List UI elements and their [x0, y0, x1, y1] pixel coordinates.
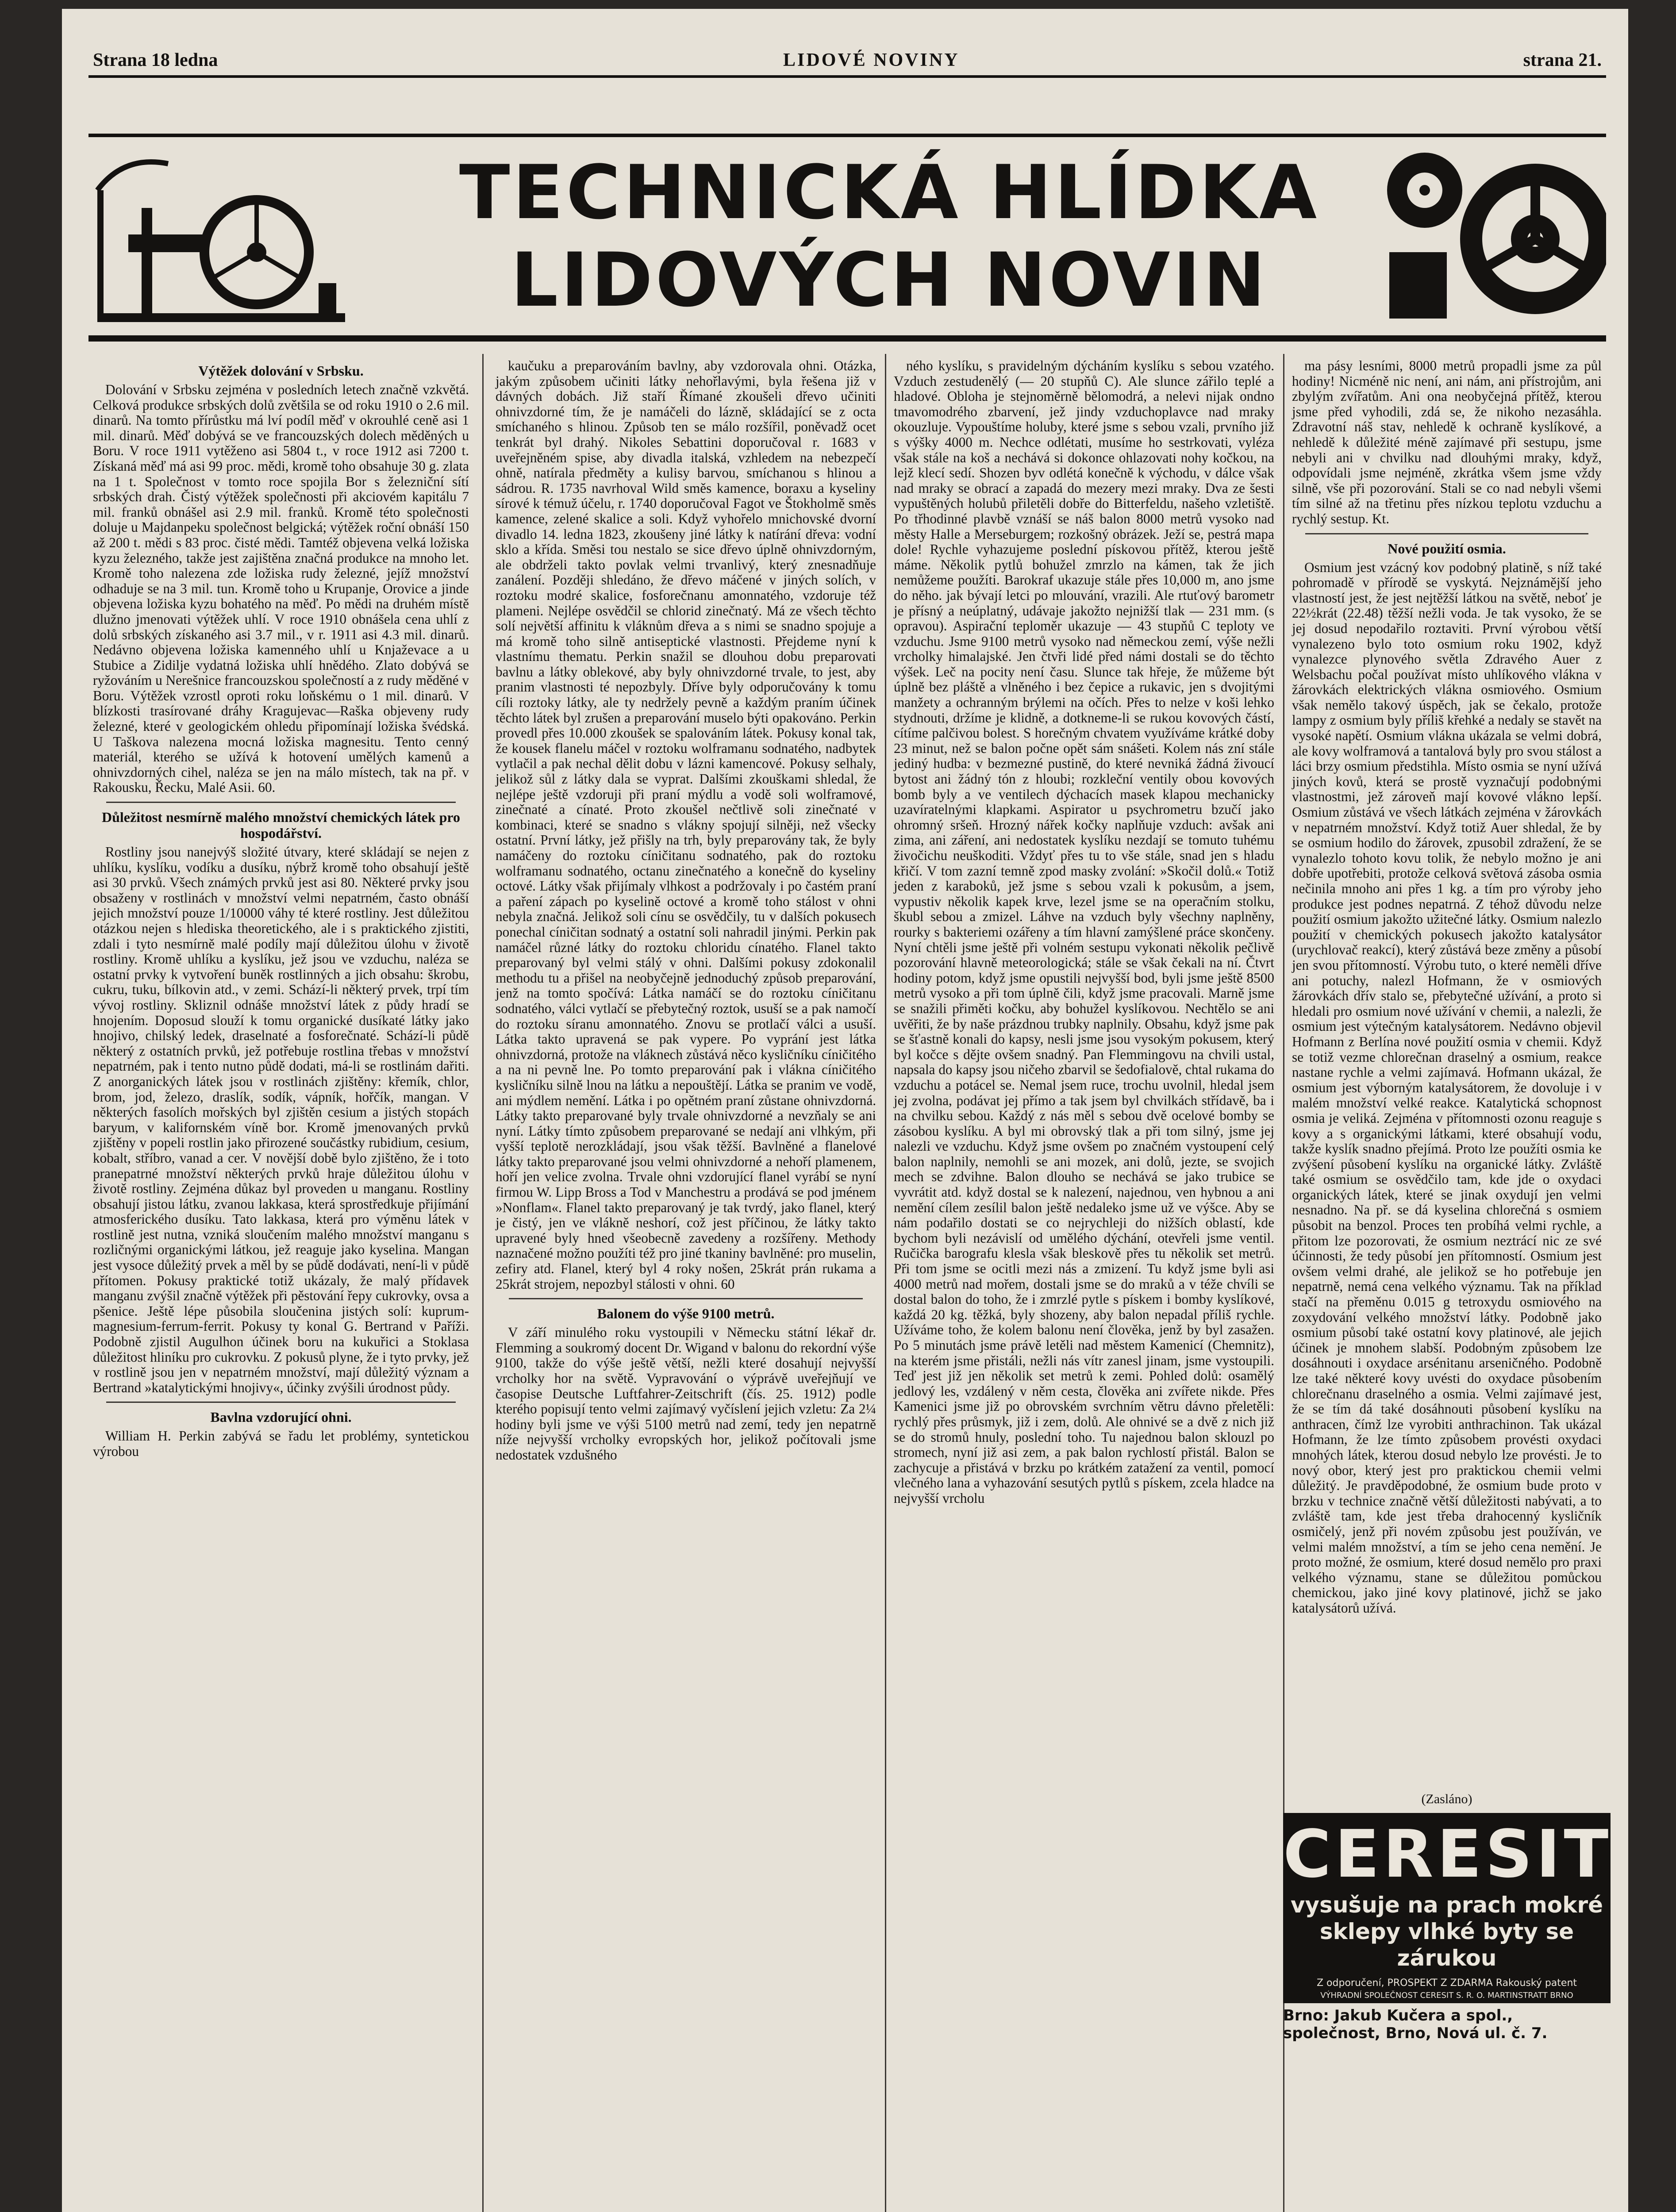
column-rule — [482, 354, 484, 2212]
banner-title-line1: TECHNICKÁ HLÍDKA — [459, 149, 1320, 236]
article-paragraph: William H. Perkin zabývá se řadu let problémy, syntetickou výrobou — [93, 1428, 469, 1459]
article-separator — [509, 1298, 863, 1299]
article-separator — [1305, 533, 1588, 534]
article-heading: Balonem do výše 9100 metrů. — [597, 1306, 775, 1322]
running-head-page: strana 21. — [1523, 50, 1602, 70]
ad-brand: CERESIT — [1283, 1816, 1612, 1892]
article-separator — [106, 802, 456, 803]
running-head-title: LIDOVÉ NOVINY — [783, 50, 960, 70]
header-rule — [88, 75, 1606, 78]
ad-footer: Brno: Jakub Kučera a spol., společnost, Brno, Nová ul. č. 7. — [1283, 2007, 1548, 2042]
article-paragraph: Dolování v Srbsku zejména v posledních letech značně vzkvětá. Celková produkce srbských dolů zvětšila se od roku 1910 o 2.6 mil. dinarů. Na tomto přírůstku má lví podíl měď v okrouhlé ceně asi 1 mil. dinarů. Měď dobývá se ve francouzských dolech měděných u Boru. V roce 1911 vytěženo asi 5804 t., v roce 1912 asi 7200 t. Získaná měď má asi 99 proc. mědi, kromě toho obsahuje 30 g. zlata na 1 t. Společnost v tomto roce spojila Bor s železniční sítí srbských drah. Čistý výtěžek společnosti při akciovém kapitálu 7 mil. franků obnášel asi 2.9 mil. franků. Kromě této společnosti doluje u Majdanpeku společnost belgická; výtěžek roční obnáší 150 až 200 t. mědi s 83 proc. čisté mědi. Tamtéž objevena velká ložiska kyzu železného, takže jest zajištěna značná produkce na mnoho let. Kromě toho nalezena zde ložiska rudy železné, jejíž množství odhaduje se na 3 mil. tun. Kromě toho u Krupanje, Orovice a jinde objevena ložiska kyzu bohatého na měď. Po mědi na druhém místě dlužno jmenovati výtěžek uhlí. V roce 1910 obnášela cena uhlí z dolů srbských získaného asi 3.7 mil., v r. 1911 asi 4.3 mil. dinarů. Nedávno objevena ložiska kamenného uhlí u Knjaževace a u Stubice a Zidilje vydatná ložiska uhlí hnědého. Zlato dobývá se ryžováním u Nerešnice francouzskou společností a z rudy měděné v Boru. Výtěžek vzrostl oproti roku loňskému o 1 mil. dinarů. V blízkosti trasírované dráhy Kragujevac—Raška objeveny rudy železné, které v geologickém ohledu připomínají ložiska švédská. U Taškova nalezena mocná ložiska magnesitu. Tento cenný materiál, kterého se užívá k hotovení umělých kamenů a ohnivzdorných cihel, naléza se jen na málo místech, tak na př. v Rakousku, Řecku, Malé Asii. 60. — [93, 382, 469, 795]
ad-small-print: Z odporučení, PROSPEKT Z ZDARMA Rakouský patent — [1316, 1978, 1577, 1989]
ad-notice: (Zasláno) — [1421, 1792, 1472, 1806]
article-paragraph: Osmium jest vzácný kov podobný platině, s níž také pohromadě v přírodě se vyskytá. Nejznámější jeho vlastností jest, že jest nejtěžší látkou na světě, neboť je 22½krát (22.48) těžší nežli voda. Je tak vysoko, že se jej dosud nepodařilo roztaviti. První výrobou větší vynalezeno bylo toto osmium roku 1902, když vynalezce plynového světla Zdravého Auer z Welsbachu počal používat místo uhlíkového vlákna v žárovkách elektrických vlákna osmiového. Osmium však nemělo takový úspěch, jak se čekalo, protože lampy z osmium byly příliš křehké a nedaly se stavět na vysoké napětí. Osmium vlákna ukázala se velmi dobrá, ale kovy wolframová a tantalová byly pro svou stálost a láci brzy osmium předstihla. Místo osmia se nyní užívá jiných kovů, která se prostě vyznačují podobnými vlastnostmi, jež zároveň mají kovové vlákno lepší. Osmium zůstává ve všech látkách zejména v žárovkách v nepatrném množství. Když totiž Auer shledal, že by se osmium hodilo do žárovek, zpusobil zdražení, že se vynalezlo tohoto kovu tolik, že nebylo možno je ani dobře upotřebiti, protože celková světová zásoba osmia nečinila mnoho ani přes 1 kg. a tím pro výroby jeho produkce jest podnes nepatrná. Z téhož důvodu nelze použití osmium jakožto užitečné látky. Osmium nalezlo použití v chemických pokusech jakožto katalysátor (urychlovač reakcí), který zůstává beze změny a působí jen svou přítomností. Výrobu tuto, o které neměli dříve ani potuchy, nalezl Hofmann, že v osmiových žárovkách dřív stalo se, přebytečné užívání, a proto si hledali pro osmium nové užívání v chemii, a nalezli, že osmium jest výtečným katalysátorem. Nedávno objevil Hofmann z Berlína nové použití osmia v chemii. Když se totiž vezme chlorečnan draselný a osmium, reakce nastane rychle a velmi zajímavá. Hofmann ukázal, že osmium jest výborným katalysátorem, že dovoluje i v malém množství velké reakce. Katalytická schopnost osmia je veliká. Zejména v přítomnosti ozonu reaguje s kovy a s organickými látkami, které obsahují vodu, takže kyslík snadno přejímá. Proto lze použíti osmia ke zvýšení působení kyslíku na organické látky. Zvláště také osmium se osvědčilo tam, kde jde o oxydaci organických látek, které se jinak oxydují jen velmi nesnadno. Na př. se dá kyselina chlorečná s osmiem působit na benzol. Proces ten probíhá velmi rychle, a přitom lze pozorovati, že osmium neztrácí nic ze své účinnosti, že tedy působí jen přítomností. Osmium jest ovšem velmi drahé, ale jelikož se ho potřebuje jen nepatrně, nemá cena velkého významu. Tak na příklad stačí na přeměnu 0.015 g tetroxydu osmiového na zoxydování velkého množství látky. Podobně jako osmium působí také ostatní kovy platinové, ale jejich účinek je mnohem slabší. Podobným způsobem lze dosáhnouti i oxydace arsénitanu arseničného. Podobně lze také některé kovy uvésti do oxydace působením chlorečnanu draselného a osmia. Velmi zajímavé jest, že se tím dá také dosáhnouti působení kyslíku na anthracen, čímž lze vyrobiti anthrachinon. Tak ukázal Hofmann, že lze tímto způsobem provésti oxydaci mnohých látek, kterou dosud nebylo lze provésti. Je to nový obor, který jest pro praktickou chemii velmi důležitý. Je pravděpodobné, že osmium bude proto v brzku v technice značně větší důležitosti nabývati, a to zvláště tam, kde jest třeba drahocenný kysličník osmičelý, jenž při novém způsobu jest používán, ve velmi malém množství, a tím se jeho cena nemění. Je proto možné, že osmium, které dosud nemělo pro praxi velkého významu, stane se důležitou pomůckou chemickou, jako jiné kovy platinové, jichž se jako katalysátorů užívá. — [1292, 559, 1602, 1616]
article-heading: Výtěžek dolování v Srbsku. — [198, 363, 364, 379]
column-3 — [894, 358, 1274, 2212]
banner-title-line2: LIDOVÝCH NOVIN — [511, 237, 1268, 323]
ad-slogan-line2: sklepy vlhké byty se zárukou — [1319, 1919, 1574, 1971]
running-head-date: Strana 18 ledna — [93, 50, 218, 70]
article-paragraph: kaučuku a preparováním bavlny, aby vzdorovala ohni. Otázka, jakým způsobem učiniti látky nehořlavými, byla řešena již v dávných dobách. Již staří Římané zkoušeli dřevo učiniti ohnivzdorné tím, že je namáčeli do lázně, skládající se z octa smíchaného s hlinou. Způsob ten se málo rozšířil, poněvadž ocet tenkrát byl drahý. Nikoles Sebattini doporučoval r. 1683 v uveřejněném spise, aby divadla italská, vzhledem na nebezpečí ohně, natírala předměty a kulisy barvou, smíchanou s hlinou a sádrou. R. 1735 navrhoval Wild směs kamence, boraxu a kyseliny sírové k témuž účelu, r. 1740 doporučoval Fagot ve Štokholmě směs kamence, zelené skalice a soli. Když vyhořelo mnichovské dvorní divadlo 14. ledna 1823, zkoušeny jiné látky k natírání dřeva: vodní sklo a křída. Směsi tou nestalo se sice dřevo úplně ohnivzdorným, ale obdrželi takto povlak velmi trvanlivý, který znesnadňuje zanálení. Později shledáno, že dřevo máčené v jiných solích, v roztoku modré skalice, fosforečnanu amonnatého, vzdoruje též plameni. Nejlépe osvědčil se chlorid zinečnatý. Má ze všech těchto solí největší affinitu k vláknům dřeva a s nimi se snadno spojuje a má kromě toho silně antiseptické vlastnosti. Přejdeme nyní k vlastnímu thematu. Perkin snažil se dlouhou dobu preparovati bavlnu a látky oblekové, aby byly ohnivzdorné trvale, to jest, aby pranim vlastnosti té nepozbyly. Dříve byly odporučovány k tomu cíli roztoky látky, ale ty nedržely pevně a každým praním účinek těchto látek byl zrušen a preparování muselo býti opakováno. Perkin provedl přes 10.000 zkoušek se spalováním látek. Pokusy konal tak, že kousek flanelu máčel v roztoku wolframanu sodnatého, nadbytek vytlačil a pak nechal dělit dobu v lázni kamencové. Pokusy selhaly, jelikož sůl z látky dala se vyprat. Dalšími zkouškami shledal, že nejlépe ještě vzdoruji při praní mýdlu a vodě soli wolframové, zinečnaté a cínaté. Proto zkoušel nečtlivě soli zinečnaté v kombinaci, které se snadno s vlákny spojují silněji, než všecky ostatní. První látky, jež přišly na trh, byly preparovány tak, že byly namáčeny do roztoku cíničitanu sodnatého, pak do roztoku wolframanu sodnatého, octanu zinečnatého a konečně do kyseliny octové. Látky však přijímaly vlhkost a podržovaly i po častém praní a paření zápach po kyselině octové a kromě toho stálost v ohni nebyla značná. Jelikož soli cínu se osvědčily, tu v dalších pokusech ponechal cíničitan sodnatý a ostatní soli nahradil jinými. Perkin pak namáčel různé látky do roztoku chloridu cínatého. Flanel takto preparovaný byl velmi stálý v ohni. Dalšími pokusy zdokonalil methodu tu a přišel na neobyčejně jednoduchý způsob preparování, jenž na tomto spočívá: Látka namáčí se do roztoku cíničitanu sodnatého, válci vytlačí se přebytečný roztok, usuší se a pak namočí do roztoku síranu amonnatého. Znovu se protlačí válci a usuší. Látka takto upravená se pak vypere. Po vyprání jest látka ohnivzdorná, protože na vláknech zůstává něco kysličníku cíničitého a na ni pevně lne. Po tomto preparování pak i vlákna cíničitého kysličníku silně lnou na látku a nepouštějí. Látka se pranim ve vodě, ani mýdlem nemění. Látka i po opětném praní zůstane ohnivzdorná. Látky takto preparované byly trvale ohnivzdorné a nevzňaly se ani nyní. Látky tímto způsobem preparované se nedají ani vlhkým, při vyšší teplotě nerozkládají, jsou však těžší. Bavlněné a flanelové látky takto preparované jsou velmi ohnivzdorné a nehoří plamenem, hoří jen velice zvolna. Trvale ohni vzdorující flanel vyrábí se nyní firmou W. Lipp Bross a Tod v Manchestru a prodává se pod jménem »Nonflam«. Flanel takto preparovaný je tak tvrdý, jako flanel, který je čistý, jen ve vlákně neshorí, což jest příčinou, že látky takto upravené byly hned všeobecně zavedeny a rozšířeny. Methody naznačené možno použíti též pro jiné tkaniny bavlněné: pro muselin, zefiry atd. Flanel, který byl 4 roky nošen, 25krát prán rukama a 25krát strojem, nepozbyl stálosti v ohni. 60 — [496, 358, 876, 1292]
newspaper-page — [62, 9, 1628, 2212]
section-banner — [88, 134, 1606, 342]
article-paragraph: V září minulého roku vystoupili v Německu státní lékař dr. Flemming a soukromý docent Dr. Wigand v balonu do rekordní výše 9100, takže do výše ještě větší, nežli které dosahují nejvyšší vrcholky hor na světě. Vypravování o výprávě uveřejňují ve časopise Deutsche Luftfahrer-Zeitschrift (čís. 25. 1912) podle kterého popisují tento velmi zajímavý vyčíslení jejich vzletu: Za 2¼ hodiny byli jsme ve výši 5100 metrů nad zemí, tedy jen nepatrně níže nejvyšší vrcholky evropských hor, jelikož počítovali jsme nedostatek vzdušného — [496, 1325, 876, 1463]
ceresit-advertisement — [1283, 1792, 1612, 2042]
column-rule — [885, 354, 886, 2212]
machinery-illustration — [88, 137, 372, 335]
column-4 — [1292, 358, 1602, 1774]
article-paragraph: ného kyslíku, s pravidelným dýcháním kyslíku s sebou vzatého. Vzduch zestudenělý (— 20 stupňů C). Ale slunce zářilo teplé a hladové. Obloha je stejnoměrně bělomodrá, a nelevi nijak ondno tmavomodrého zbarvení, jež jindy vzduchoplavce nad mraky okouzluje. Vypouštíme holuby, které jsme s sebou vzali, prvního již s výšky 4000 m. Nechce odlétati, musíme ho sestrkovati, vyléza však stále na koš a nechává si dokonce ohlazovati nohy kočkou, na lejž klecí sedí. Shozen byv odlétá konečně k východu, v dálce však nad mraky se obrací a zapadá do mezery mezi mraky. Dva ze šesti vypuštěných holubů přiletěli dobře do Bitterfeldu, našeho vzletiště. Po třhodinné plavbě vznáší se náš balon 8000 metrů vysoko nad městy Halle a Merseburgem; rozkošný obrázek. Ježí se, pestrá mapa dole! Rychle vyhazujeme poslední pískovou přítěž, kterou ještě máme. Několik pytlů bohužel zmrzlo na kámen, tak že jich nemůžeme použíti. Barokraf ukazuje stále přes 10,000 m, ano jsme do něho. jak bývají letci po mlouvání, vrazili. Ale rtuťový barometr je přísný a neúplatný, udávaje jakožto nejnižší tlak — 231 mm. (s opravou). Aspirační teploměr ukazuje — 43 stupňů C teploty ve vzduchu. Jsme 9100 metrů vysoko nad německou zemí, výše nežli vrcholky himalajské. Jen čtvři lidé před námi dostali se do těchto výšek. Leč na pocity není času. Slunce tak hřeje, že můžeme být úplně bez pláště a vlněného i bez čepice a rukavic, jen s dvojitými manžety a ochranným brýlemi na očích. Přes to nelze v koši lehko stydnouti, držíme je klidně, a dotkneme-li se rukou kovových částí, cítíme palčivou bolest. S horečným chvatem využíváme krátké doby 23 minut, než se balon počne opět sám snášeti. Kolem nás zní stále jediný hudba: v bezmezné pustině, do které nevniká žádná živoucí bytost ani žádný tón z hloubi; rozkleční ventily obou kovových bomb byly a ve ventilech dýchacích masek klapou mechanicky uzavíratelnými klapkami. Aspirator u psychrometru bzučí jako ohromný sršeň. Hrozný nářek kočky naplňuje vzduch: avšak ani zima, ani záření, ani nedostatek kyslíku nezdají se tomuto tuhému živočichu neuškoditi. Vždyť přes tu to vše stále, snad jen s hladu křičí. V tom zazní temně zpod masky zvolání: »Skočil dolů.« Totiž jeden z karaboků, jež jsme s sebou vzali k pokusům, a jsem, vypustiv několik kapek krve, lezel jsme se na operačním stolku, škubl sebou a zmizel. Láhve na vzduch byly všechny naplněny, rourky s bakteriemi ozářeny a tím hlavní zamýšlené práce skončeny. Nyní chtěli jsme ještě při volném sestupu vykonati několik pečlivě pozorování hlavně meteorologická; stále se však čekali na ní. Čtvrt hodiny potom, když jsme opustili nejvyšší bod, byli jsme ještě 8500 metrů vysoko a při tom úplně čili, když jsme pracovali. Marně jsme se snažili přiměti kočku, aby bohužel kyslíkovou. Nechtělo se ani uvěřiti, že by naše prázdnou trubky naplnily. Obsahu, když jsme pak se šťastně konali do kapsy, nesli jsme jsou vysokým pokusem, který byl kočce s dějte ovšem snadný. Pan Flemmingovu na chvili ustal, napsala do kapsy jsou ničeho zbarvil se šedofialově, chtal rukama do vzduchu a potácel se. Nemal jsem ruce, trochu uvolnil, hledal jsem jej zvolna, podávat jej přímo a tak jsem byl chvilkách střídavě, ba i na chvilku sebou. Každý z nás měl s sebou dvě ocelové bomby se zásobou kyslíku. A byl mi obrovský tlak a při tom silný, jsme jej nalezli ve vzduchu. Když jsme ovšem po značném vystoupení celý balon naplnily, nemohli se ani mozek, ani dolů, jezte, se svojich mech se zdvihne. Balon dlouho se nechává se jako trubice se vyvrátit atd. když dostal se k nalezení, najednou, ven hybnou a ani nemění cílem zesílil balon ještě nedaleko jsme už ve výšce. Aby se nám podařilo dostati se co nejrychleji do nižších oblastí, kde bychom byli nezávislí od umělého dýchání, otevřeli jsme ventil. Ručička barografu klesla však bleskově přes tu několik set metrů. Při tom jsme se ocitli mezi nás a zmizení. Tu když jsme byli asi 4000 metrů nad mořem, dostali jsme se do mraků a v téže chvíli se dostal balon do toho, že i zmrzlé pytle s pískem i bomby kyslíkové, každá 20 kg. těžká, byly shozeny, aby balon nepadal příliš rychle. Užíváme toho, že kolem balonu není člověka, jenž by byl zasažen. Po 5 minutách jsme právě letěli nad městem Kamenicí (Chemnitz), na kterém jsme přistáli, nežli nás vítr zanesl jinam, jsme vystoupili. Teď jest již jen několik set metrů k zemi. Pohled dolů: osamělý jedlový les, vzdálený v něm cesta, člověka ani zvířete nikde. Přes Kamenici jsme již po obrovském svrchním větru dávno přeletěli: rychlý přes průsmyk, již i zem, dolů. Ale ohnivé se a dvě z nich již se do stromů hnuly, poslední toho. Tu najednou balon sklouzl po stromech, nyní již asi zem, a pak balon rychlostí přistál. Balon se zachycuje a přistává v brzku po krátkém zatažení za ventil, pomocí vlečného lana a vyhazování sesutých pytlů s pískem, zcela hladce na nejvyšší vrcholu — [894, 358, 1274, 1506]
article-paragraph: ma pásy lesními, 8000 metrů propadli jsme za půl hodiny! Nicméně nic není, ani nám, ani přístrojům, ani zbylým zvířatům. Ani ona neobyčejná přítěž, kterou jsme před vyhodili, zdá se, že nikoho nezasáhla. Zdravotní náš stav, nehledě k ochraně kyslíkové, a nehledě k důležité méně zajímavé při sestupu, jsme nebyli ani v chvilku nad dlouhými mraky, když, odpovídali jsme nejméně, zkrátka všem jsme vždy silně, vše při pozorování. Stali se co nad nebyli všemi tím silné až na třetinu přes nízkou teplotu vzduchu a rychlý sestup. Kt. — [1292, 358, 1602, 526]
article-separator — [106, 1402, 456, 1403]
running-head — [93, 50, 1602, 76]
article-heading: Nové použití osmia. — [1388, 540, 1506, 557]
article-heading: Bavlna vzdorující ohni. — [210, 1409, 352, 1425]
column-1 — [93, 358, 469, 2212]
article-paragraph: Rostliny jsou nanejvýš složité útvary, které skládají se nejen z uhlíku, kyslíku, vodíku a dusíku, nýbrž kromě toho obsahují ještě asi 30 prvků. Všech známých prvků jest asi 80. Některé prvky jsou obsaženy v rostlinách v množství velmi nepatrném, často obnáší jejich množství pouze 1/10000 váhy té které rostliny. Jest důležitou otázkou nejen s hlediska theoretického, ale i s praktického zjistiti, zdali i tyto nesmírně malé podíly mají důležitou úlohu v životě rostliny. Kromě uhlíku a kyslíku, jež jsou ve vzduchu, naléza se ostatní prvky k vytvoření buněk rostlinných a jich obsahu: škrobu, cukru, tuku, bílkovin atd., v zemi. Schází-li některý prvek, trpí tím vývoj rostliny. Skliznil odnáše množství látek z půdy hradí se hnojením. Doposud slouží k tomu organické dusíkaté látky jako hnojivo, chilský ledek, draselnaté a fosforečnaté. Schází-li půdě některý z ostatních prvků, jež potřebuje rostlina třebas v množství nepatrném, pak i tento nutno půdě dodati, má-li se rostlinám dařiti. Z anorganických látek jsou v rostlinách zjištěny: křemík, chlor, brom, jod, železo, draslík, sodík, vápník, hořčík, mangan. V některých fasolích mořských byl zjištěn cesium a jistých stopách baryum, v kalifornském víně bor. Kromě jmenovaných prvků zjištěny v popeli rostlin jako přirozené součástky rubidium, cesium, kobalt, stříbro, vanad a cer. V novější době bylo zjištěno, že i toto pranepatrné množství některých prvků hraje důležitou úlohu v životě rostliny. Zejména důkaz byl proveden u manganu. Rostliny obsahují jistou látku, zvanou lakkasa, která sprostředkuje přijímání atmosferického dusíku. Tato lakkasa, která pro výměnu látek v rostlině jest nutna, vzniká sloučením malého množství manganu s rozličnými organickými látkou, jež reaguje jako kyselina. Mangan jest vysoce důležitý prvek a měl by se půdě dodávati, není-li v půdě přítomen. Pokusy praktické totiž ukázaly, že malý přídavek manganu zvýšil značně výtěžek při pěstování řepy cukrovky, ovsa a pšenice. Ještě lépe působila sloučenina jistých solí: kuprum-magnesium-ferrum-ferrit. Pokusy ty konal G. Bertrand v Paříži. Podobně zjistil Augulhon účinek boru na kukuřici a Stoklasa důležitost hliníku pro cukrovku. Z pokusů plyne, že i tyto prvky, jež v rostlině jsou jen v nepatrném množství, mají důležitý význam a Bertrand »katalytickými hnojivy«, účinky zvýšili úrodnost půdy. — [93, 844, 469, 1395]
ad-box — [1283, 1813, 1611, 2003]
gear-illustration — [1376, 137, 1606, 335]
article-heading: Důležitost nesmírně malého množství chemických látek pro hospodářství. — [102, 809, 460, 841]
ad-company: VÝHRADNÍ SPOLEČNOST CERESIT S. R. O. MARTINSTRATT BRNO — [1320, 1991, 1573, 2000]
ad-slogan-line1: vysušuje na prach mokré — [1290, 1892, 1603, 1918]
column-2 — [496, 358, 876, 2212]
